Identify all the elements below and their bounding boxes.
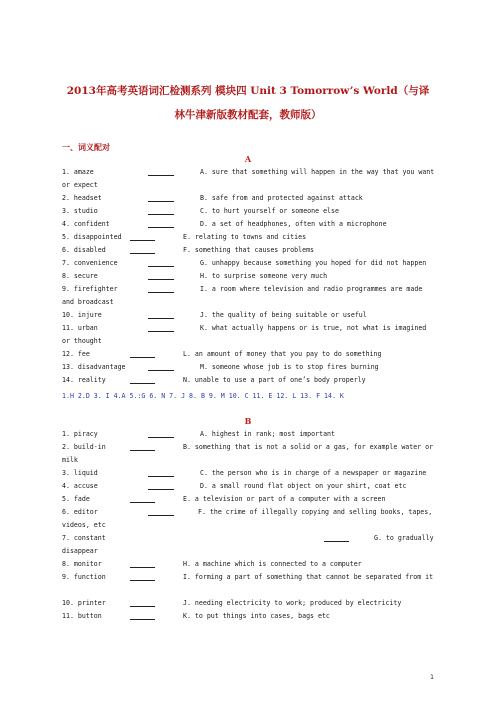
match-definition: C. the person who is in charge of a newspaper or magazine bbox=[200, 469, 427, 477]
match-row bbox=[62, 374, 438, 387]
match-row bbox=[62, 610, 438, 623]
page-number: 1 bbox=[430, 674, 434, 681]
match-definition: H. a machine which is connected to a computer bbox=[183, 560, 362, 568]
match-definition: B. something that is not a solid or a gas, for example water or milk bbox=[62, 443, 434, 464]
match-definition: D. a set of headphones, often with a microphone bbox=[200, 220, 387, 228]
match-definition: J. needing electricity to work; produced by electricity bbox=[183, 599, 402, 607]
match-row bbox=[62, 558, 438, 571]
match-row bbox=[62, 244, 438, 257]
match-definition: K. to put things into cases, bags etc bbox=[183, 612, 330, 620]
match-row bbox=[62, 218, 438, 231]
match-row bbox=[62, 571, 438, 597]
match-word: 2. headset bbox=[62, 194, 102, 202]
match-word: 8. secure bbox=[62, 272, 98, 280]
match-word: 7. convenience bbox=[62, 259, 118, 267]
match-word: 1. piracy bbox=[62, 430, 98, 438]
match-row bbox=[62, 283, 438, 309]
match-definition: F. the crime of illegally copying and selling books, tapes, videos, etc bbox=[62, 508, 433, 529]
match-definition: L. an amount of money that you pay to do something bbox=[183, 350, 382, 358]
match-row bbox=[62, 597, 438, 610]
document-title-line-2: 林牛津新版教材配套，教师版） bbox=[174, 109, 322, 121]
match-row bbox=[62, 361, 438, 374]
match-definition: A. highest in rank; most important bbox=[200, 430, 335, 438]
group-a-label: A bbox=[244, 154, 252, 164]
match-word: 4. confident bbox=[62, 220, 110, 228]
match-definition: J. the quality of being suitable or useful bbox=[200, 311, 367, 319]
match-definition: G. to gradually disappear bbox=[62, 534, 434, 555]
match-word: 14. reality bbox=[62, 376, 106, 384]
match-word: 5. fade bbox=[62, 495, 90, 503]
match-definition: A. sure that something will happen in the way that you want or expect bbox=[62, 168, 435, 189]
match-row bbox=[62, 532, 438, 558]
group-b-list bbox=[62, 428, 438, 623]
match-definition: E. a television or part of a computer with a screen bbox=[183, 495, 386, 503]
match-definition: N. unable to use a part of one’s body properly bbox=[183, 376, 366, 384]
match-word: 9. function bbox=[62, 573, 106, 581]
match-definition: H. to surprise someone very much bbox=[200, 272, 328, 280]
group-a-answers: 1.H 2.D 3. I 4.A 5.:G 6. N 7. J 8. B 9. M 10. C 11. E 12. L 13. F 14. K bbox=[62, 392, 344, 400]
match-row bbox=[62, 467, 438, 480]
match-definition: I. forming a part of something that cannot be separated from it bbox=[183, 573, 434, 581]
match-word: 4. accuse bbox=[62, 482, 98, 490]
match-word: 9. firefighter bbox=[62, 285, 118, 293]
match-definition: I. a room where television and radio programmes are made and broadcast bbox=[62, 285, 423, 306]
match-word: 11. button bbox=[62, 612, 102, 620]
match-word: 3. studio bbox=[62, 207, 98, 215]
group-b-label: B bbox=[244, 416, 252, 426]
match-row bbox=[62, 348, 438, 361]
match-word: 10. printer bbox=[62, 599, 106, 607]
match-word: 3. liquid bbox=[62, 469, 98, 477]
match-row bbox=[62, 493, 438, 506]
match-row bbox=[62, 506, 438, 532]
match-word: 7. constant bbox=[62, 534, 106, 542]
match-word: 11. urban bbox=[62, 324, 98, 332]
group-a-list bbox=[62, 166, 438, 387]
match-row bbox=[62, 166, 438, 192]
match-word: 6. editor bbox=[62, 508, 98, 516]
match-row bbox=[62, 428, 438, 441]
match-row bbox=[62, 205, 438, 218]
match-row bbox=[62, 480, 438, 493]
match-word: 2. build-in bbox=[62, 443, 106, 451]
match-definition: K. what actually happens or is true, not what is imagined or thought bbox=[62, 324, 427, 345]
match-row bbox=[62, 309, 438, 322]
section-heading: 一、词义配对 bbox=[62, 142, 110, 152]
match-row bbox=[62, 322, 438, 348]
match-word: 8. monitor bbox=[62, 560, 102, 568]
match-row bbox=[62, 257, 438, 270]
match-row bbox=[62, 192, 438, 205]
match-row bbox=[62, 441, 438, 467]
match-definition: G. unhappy because something you hoped for did not happen bbox=[200, 259, 427, 267]
match-word: 5. disappointed bbox=[62, 233, 122, 241]
match-word: 10. injure bbox=[62, 311, 102, 319]
match-definition: E. relating to towns and cities bbox=[183, 233, 307, 241]
match-definition: D. a small round flat object on your shirt, coat etc bbox=[200, 482, 407, 490]
document-title-line-1: 2013年高考英语词汇检测系列 模块四 Unit 3 Tomorrow’s World（与译 bbox=[66, 85, 430, 97]
match-word: 12. fee bbox=[62, 350, 90, 358]
match-definition: B. safe from and protected against attack bbox=[200, 194, 363, 202]
match-row bbox=[62, 231, 438, 244]
match-word: 13. disadvantage bbox=[62, 363, 126, 371]
match-word: 6. disabled bbox=[62, 246, 106, 254]
match-definition: M. someone whose job is to stop fires burning bbox=[200, 363, 379, 371]
match-definition: C. to hurt yourself or someone else bbox=[200, 207, 339, 215]
match-definition: F. something that causes problems bbox=[183, 246, 315, 254]
match-row bbox=[62, 270, 438, 283]
match-word: 1. amaze bbox=[62, 168, 94, 176]
